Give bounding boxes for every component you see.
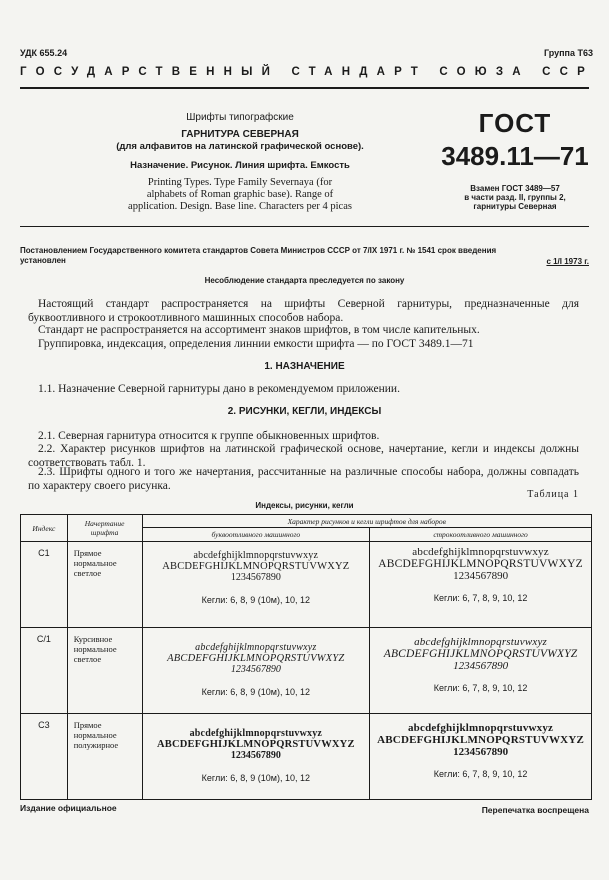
table-title: Индексы, рисунки, кегли xyxy=(255,501,354,510)
gost-block xyxy=(440,108,590,211)
specimen-uppercase: ABCDEFGHIJKLMNOPQRSTUVWXYZ xyxy=(162,561,350,572)
specimen-digits: 1234567890 xyxy=(230,750,281,761)
table-label: Таблица 1 xyxy=(527,489,579,500)
specimen-line-casting xyxy=(370,628,592,714)
specimen-lowercase: abcdefghijklmnopqrstuvwxyz xyxy=(195,642,317,653)
section-2-paragraph-3: 2.3. Шрифты одного и того же начертания, рассчитанные на различные способы набора, должны совпадать по характеру своего рисунка. xyxy=(28,466,579,492)
group-code: Группа Т63 xyxy=(543,48,593,58)
decree-effective-date: с 1/I 1973 г. xyxy=(546,257,589,266)
specimen-uppercase: ABCDEFGHIJKLMNOPQRSTUVWXYZ xyxy=(378,558,583,570)
specimen-uppercase: ABCDEFGHIJKLMNOPQRSTUVWXYZ xyxy=(167,653,345,664)
sizes: Кегли: 6, 7, 8, 9, 10, 12 xyxy=(433,593,528,603)
gost-label: ГОСТ xyxy=(478,108,552,138)
specimen-type-casting xyxy=(142,714,370,800)
section-2-paragraph-2: 2.2. Характер рисунков шрифтов на латинской графической основе, начертание, кегли и индексы должны соответствовать табл. 1. xyxy=(28,443,579,469)
row-index: С3 xyxy=(21,714,68,800)
intro-paragraph-3: Группировка, индексация, определения линнии емкости шрифта — по ГОСТ 3489.1—71 xyxy=(38,338,474,350)
specimen-lowercase: abcdefghijklmnopqrstuvwxyz xyxy=(407,722,554,734)
specimen-digits: 1234567890 xyxy=(453,570,509,582)
title-line-2: ГАРНИТУРА СЕВЕРНАЯ xyxy=(181,129,299,140)
title-line-1: Шрифты типографские xyxy=(186,112,294,123)
header-index: Индекс xyxy=(21,515,68,542)
row-style: Прямое нормальное светлое xyxy=(67,542,142,628)
sizes: Кегли: 6, 7, 8, 9, 10, 12 xyxy=(433,683,528,693)
udc-code: УДК 655.24 xyxy=(20,48,68,58)
section-1-paragraph: 1.1. Назначение Северной гарнитуры дано в рекомендуемом приложении. xyxy=(38,383,400,395)
footer-official-edition: Издание официальное xyxy=(20,803,117,813)
intro-paragraph-1: Настоящий стандарт распространяется на шрифты Северной гарнитуры, предназначенные для буквоотливного и строкоотливного машинных способов набора. xyxy=(28,298,579,324)
specimen-lowercase: abcdefghijklmnopqrstuvwxyz xyxy=(193,550,319,561)
row-index: С/1 xyxy=(21,628,68,714)
sizes: Кегли: 6, 7, 8, 9, 10, 12 xyxy=(433,769,528,779)
row-style: Курсивное нормальное светлое xyxy=(67,628,142,714)
specimen-digits: 1234567890 xyxy=(453,660,509,672)
specimen-type-casting xyxy=(142,628,370,714)
specimen-line-casting xyxy=(370,542,592,628)
section-2-title: 2. РИСУНКИ, КЕГЛИ, ИНДЕКСЫ xyxy=(227,406,382,417)
row-style: Прямое нормальное полужирное xyxy=(67,714,142,800)
title-divider xyxy=(20,226,589,227)
header-type-casting: буквоотливного машинного xyxy=(142,528,370,542)
row-index: С1 xyxy=(21,542,68,628)
intro-paragraph-2: Стандарт не распространяется на ассортимент знаков шрифтов, в том числе капительных. xyxy=(38,324,480,336)
sizes: Кегли: 6, 8, 9 (10м), 10, 12 xyxy=(201,595,310,605)
specimen-uppercase: ABCDEFGHIJKLMNOPQRSTUVWXYZ xyxy=(383,648,578,660)
header-line-casting: строкоотливного машинного xyxy=(370,528,592,542)
section-2-paragraph-1: 2.1. Северная гарнитура относится к группе обыкновенных шрифтов. xyxy=(38,430,380,442)
specimen-lowercase: abcdefghijklmnopqrstuvwxyz xyxy=(412,546,549,558)
header-divider xyxy=(20,87,589,89)
replace-line-2: в части разд. II, группы 2, xyxy=(464,193,566,202)
law-warning: Несоблюдение стандарта преследуется по закону xyxy=(204,276,405,285)
section-1-title: 1. НАЗНАЧЕНИЕ xyxy=(264,361,345,372)
specimen-uppercase: ABCDEFGHIJKLMNOPQRSTUVWXYZ xyxy=(156,739,355,750)
english-title-2: alphabets of Roman graphic base). Range of xyxy=(146,189,334,200)
state-standard-banner: ГОСУДАРСТВЕННЫЙ СТАНДАРТ СОЮЗА ССР xyxy=(20,66,595,78)
sizes: Кегли: 6, 8, 9 (10м), 10, 12 xyxy=(201,773,310,783)
replace-line-3: гарнитуры Северная xyxy=(473,202,557,211)
specimen-digits: 1234567890 xyxy=(230,664,281,675)
specimen-type-casting xyxy=(142,542,370,628)
title-block xyxy=(95,112,385,213)
english-title-1: Printing Types. Type Family Severnaya (for xyxy=(147,177,333,188)
footer-reprint-prohibited: Перепечатка воспрещена xyxy=(481,805,589,815)
replace-line-1: Взамен ГОСТ 3489—57 xyxy=(470,184,560,193)
title-line-3: (для алфавитов на латинской графической основе). xyxy=(116,141,364,152)
table-row xyxy=(21,714,592,800)
title-line-4: Назначение. Рисунок. Линия шрифта. Емкость xyxy=(130,160,350,171)
specimen-lowercase: abcdefghijklmnopqrstuvwxyz xyxy=(189,728,323,739)
decree-line-1: Постановлением Государственного комитета стандартов Совета Министров СССР от 7/IX 1971 г. № 1541 срок введения xyxy=(20,246,497,255)
specimen-uppercase: ABCDEFGHIJKLMNOPQRSTUVWXYZ xyxy=(377,734,585,746)
gost-number: 3489.11—71 xyxy=(441,141,589,171)
decree-line-2-left: установлен xyxy=(20,256,66,265)
specimen-line-casting xyxy=(370,714,592,800)
english-title xyxy=(95,177,385,213)
table-row xyxy=(21,628,592,714)
specimen-lowercase: abcdefghijklmnopqrstuvwxyz xyxy=(414,636,548,648)
specimen-digits: 1234567890 xyxy=(453,746,509,758)
table-row xyxy=(21,542,592,628)
fonts-table xyxy=(20,514,592,800)
header-group: Характер рисунков и кегли шрифтов для наборов xyxy=(142,515,592,528)
english-title-3: application. Design. Base line. Characters per 4 picas xyxy=(128,201,352,212)
sizes: Кегли: 6, 8, 9 (10м), 10, 12 xyxy=(201,687,310,697)
header-style: Начертание шрифта xyxy=(67,515,142,542)
specimen-digits: 1234567890 xyxy=(230,572,281,583)
